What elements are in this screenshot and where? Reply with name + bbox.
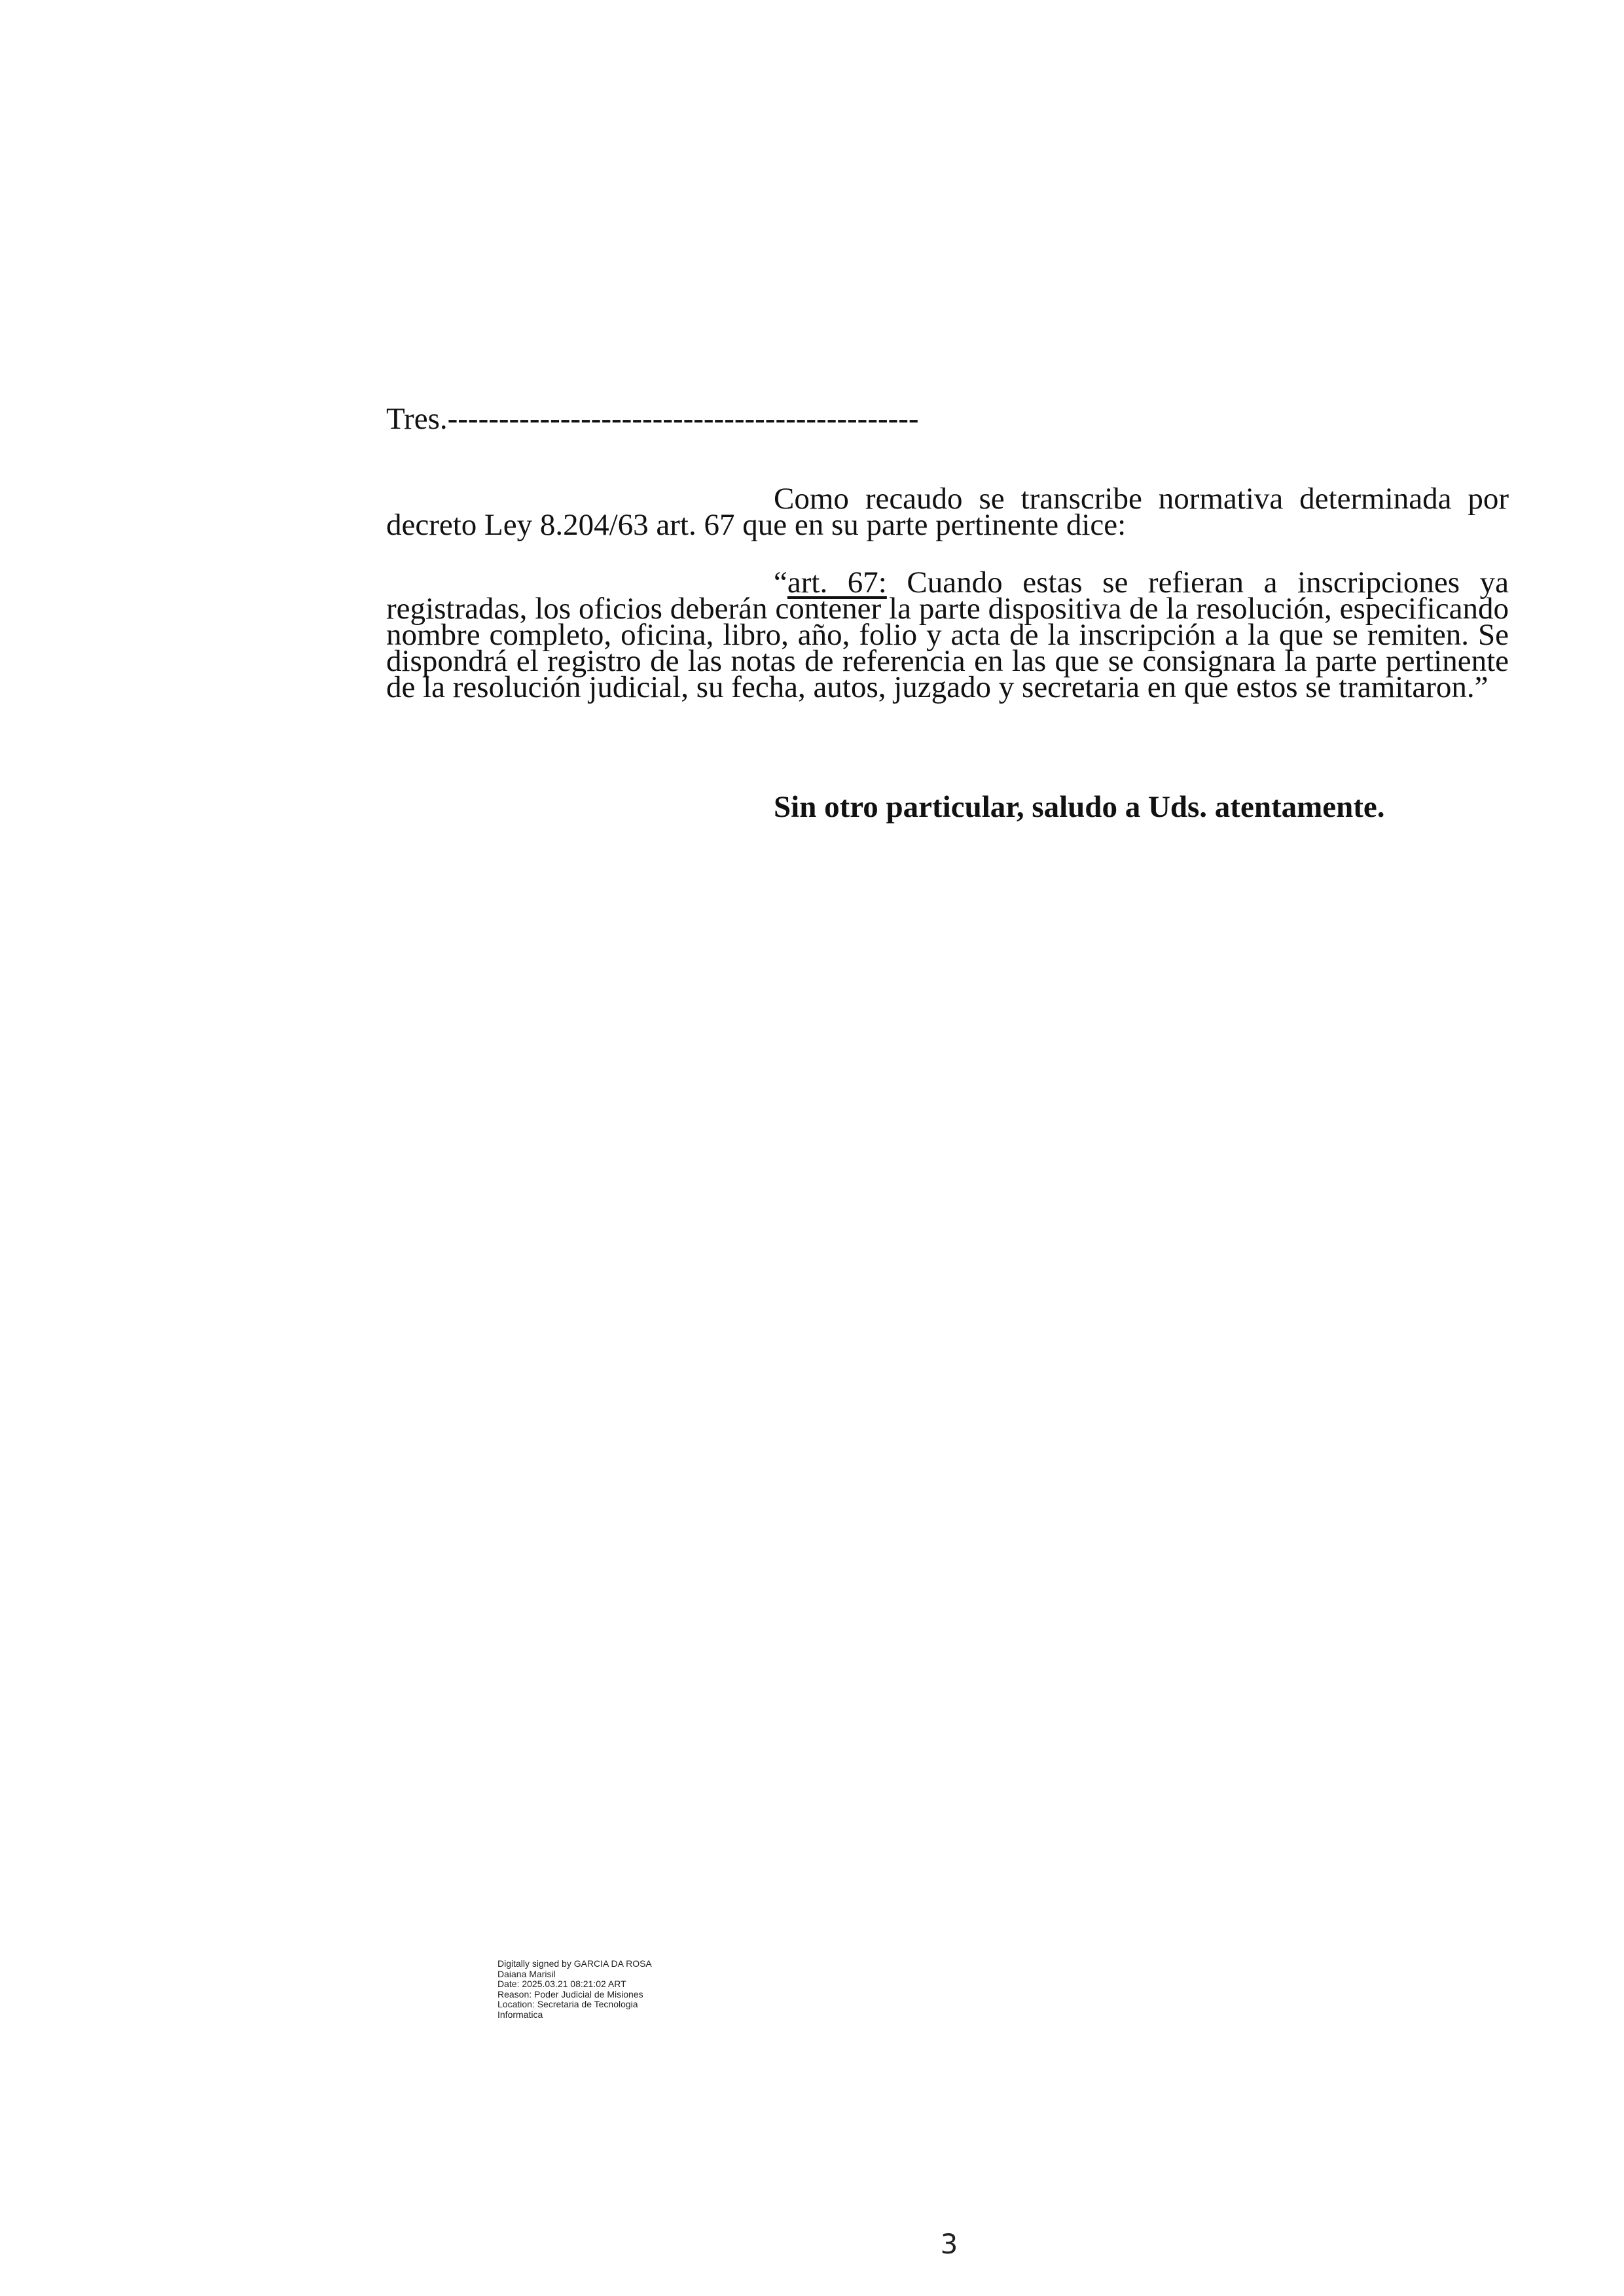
open-quote: “ bbox=[774, 565, 787, 600]
article-reference: art. 67: bbox=[787, 565, 887, 600]
closing-salutation: Sin otro particular, saludo a Uds. atentamente. bbox=[774, 790, 1385, 824]
paragraph-recaudo: Como recaudo se transcribe normativa determinada por decreto Ley 8.204/63 art. 67 que en su parte pertinente dice: bbox=[386, 482, 1509, 542]
signature-line: Digitally signed by GARCIA DA ROSA bbox=[497, 1958, 652, 1969]
signature-line: Informatica bbox=[497, 2009, 543, 2020]
article-text: Cuando estas se refieran a inscripciones ya registradas, los oficios deberán contener la parte dispositiva de la resolución, especificando nombre completo, oficina, libro, año, folio y acta de la inscripción a la que se remiten. Se dispondrá el registro de las notas de referencia en las que se consignara la parte pertinente de la resolución judicial, su fecha, autos, juzgado y secretaria en que estos se tramitaron.” bbox=[386, 565, 1509, 704]
page-number: 3 bbox=[940, 2228, 958, 2260]
signature-line: Location: Secretaria de Tecnologia bbox=[497, 1999, 638, 2009]
signature-line: Date: 2025.03.21 08:21:02 ART bbox=[497, 1979, 626, 1989]
heading-line: Tres.---------------------------------------------- bbox=[386, 402, 919, 436]
signature-line: Daiana Marisil bbox=[497, 1968, 556, 1979]
signature-line: Reason: Poder Judicial de Misiones bbox=[497, 1988, 643, 2000]
digital-signature-block bbox=[497, 1959, 733, 2020]
paragraph-article-67-quote bbox=[386, 565, 1509, 704]
